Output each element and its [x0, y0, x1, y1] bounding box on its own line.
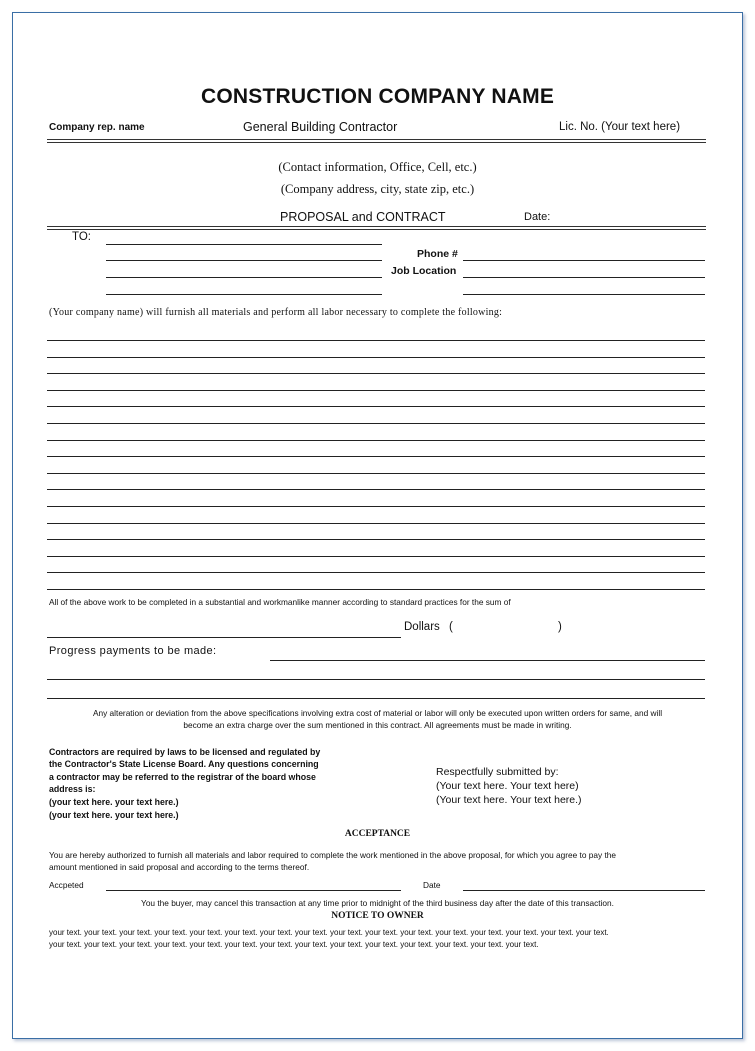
acceptance-text-2: amount mentioned in said proposal and according to the terms thereof. — [49, 862, 310, 872]
scope-line[interactable] — [47, 506, 705, 507]
submitted-label: Respectfully submitted by: — [436, 766, 559, 778]
company-name: CONSTRUCTION COMPANY NAME — [200, 85, 555, 108]
to-line-4[interactable] — [106, 294, 382, 295]
license-notice-3: a contractor may be referred to the registrar of the board whose — [49, 772, 316, 782]
sum-line[interactable] — [47, 637, 401, 638]
scope-line[interactable] — [47, 589, 705, 590]
job-location-line-2[interactable] — [463, 294, 705, 295]
scope-line[interactable] — [47, 456, 705, 457]
acceptance-date-label: Date — [423, 880, 441, 890]
scope-line[interactable] — [47, 373, 705, 374]
paren-open: ( — [449, 621, 453, 633]
scope-intro: (Your company name) will furnish all materials and perform all labor necessary to complete the following: — [49, 307, 503, 318]
proposal-title: PROPOSAL and CONTRACT — [280, 210, 446, 224]
company-rep-label: Company rep. name — [49, 122, 145, 133]
notice-heading: NOTICE TO OWNER — [331, 911, 424, 921]
license-notice-1: Contractors are required by laws to be licensed and regulated by — [49, 747, 321, 757]
accepted-label: Accpeted — [49, 880, 84, 890]
progress-payments-label: Progress payments to be made: — [49, 645, 217, 657]
scope-line[interactable] — [47, 556, 705, 557]
scope-line[interactable] — [47, 539, 705, 540]
completion-text: All of the above work to be completed in a substantial and workmanlike manner according to standard practices for the sum of — [49, 597, 511, 607]
alteration-line-1: Any alteration or deviation from the above specifications involving extra cost of material or labor will only be executed upon written orders for same, and will — [92, 708, 663, 718]
scope-line[interactable] — [47, 357, 705, 358]
scope-line[interactable] — [47, 473, 705, 474]
progress-line-1[interactable] — [270, 660, 705, 661]
license-number: Lic. No. (Your text here) — [559, 121, 681, 133]
cancel-notice: You the buyer, may cancel this transaction at any time prior to midnight of the third business day after the date of this transaction. — [141, 898, 614, 908]
scope-line[interactable] — [47, 406, 705, 407]
notice-text-2: your text. your text. your text. your text. your text. your text. your text. your text. your text. your text. your text. your text. your text. your text. — [49, 940, 539, 949]
to-label: TO: — [72, 231, 91, 243]
scope-line[interactable] — [47, 440, 705, 441]
license-notice-6: (your text here. your text here.) — [49, 810, 179, 820]
scope-line[interactable] — [47, 523, 705, 524]
submitted-line-2: (Your text here. Your text here.) — [436, 794, 582, 806]
to-line-2[interactable] — [106, 260, 382, 261]
progress-line-2[interactable] — [47, 679, 705, 680]
header-divider — [47, 139, 706, 143]
scope-line[interactable] — [47, 340, 705, 341]
progress-line-3[interactable] — [47, 698, 705, 699]
accepted-line[interactable] — [106, 890, 401, 891]
company-address: (Company address, city, state zip, etc.) — [280, 182, 475, 196]
notice-text-1: your text. your text. your text. your text. your text. your text. your text. your text. your text. your text. your text. your text. your text. your text. your text. your text. — [49, 928, 609, 937]
phone-line[interactable] — [463, 260, 705, 261]
paren-close: ) — [558, 621, 562, 633]
company-subtitle: General Building Contractor — [243, 120, 398, 134]
license-notice-5: (your text here. your text here.) — [49, 797, 179, 807]
to-line-1[interactable] — [106, 244, 382, 245]
scope-line[interactable] — [47, 489, 705, 490]
scope-line[interactable] — [47, 423, 705, 424]
job-location-line-1[interactable] — [463, 277, 705, 278]
license-notice-2: the Contractor's State License Board. Any questions concerning — [49, 759, 319, 769]
alteration-line-2: become an extra charge over the sum mentioned in this contract. All agreements must be made in writing. — [183, 720, 572, 730]
to-line-3[interactable] — [106, 277, 382, 278]
job-location-label: Job Location — [391, 265, 457, 277]
license-notice-4: address is: — [49, 784, 96, 794]
acceptance-heading: ACCEPTANCE — [344, 829, 411, 839]
acceptance-date-line[interactable] — [463, 890, 705, 891]
phone-label: Phone # — [417, 248, 458, 260]
proposal-divider — [47, 226, 706, 230]
scope-line[interactable] — [47, 390, 705, 391]
date-label: Date: — [524, 211, 551, 223]
acceptance-text-1: You are hereby authorized to furnish all materials and labor required to complete the work mentioned in the above proposal, for which you agree to pay the — [49, 850, 616, 860]
submitted-line-1: (Your text here. Your text here) — [436, 780, 579, 792]
contact-info: (Contact information, Office, Cell, etc.) — [278, 160, 477, 174]
dollars-label: Dollars — [404, 621, 440, 633]
scope-line[interactable] — [47, 572, 705, 573]
